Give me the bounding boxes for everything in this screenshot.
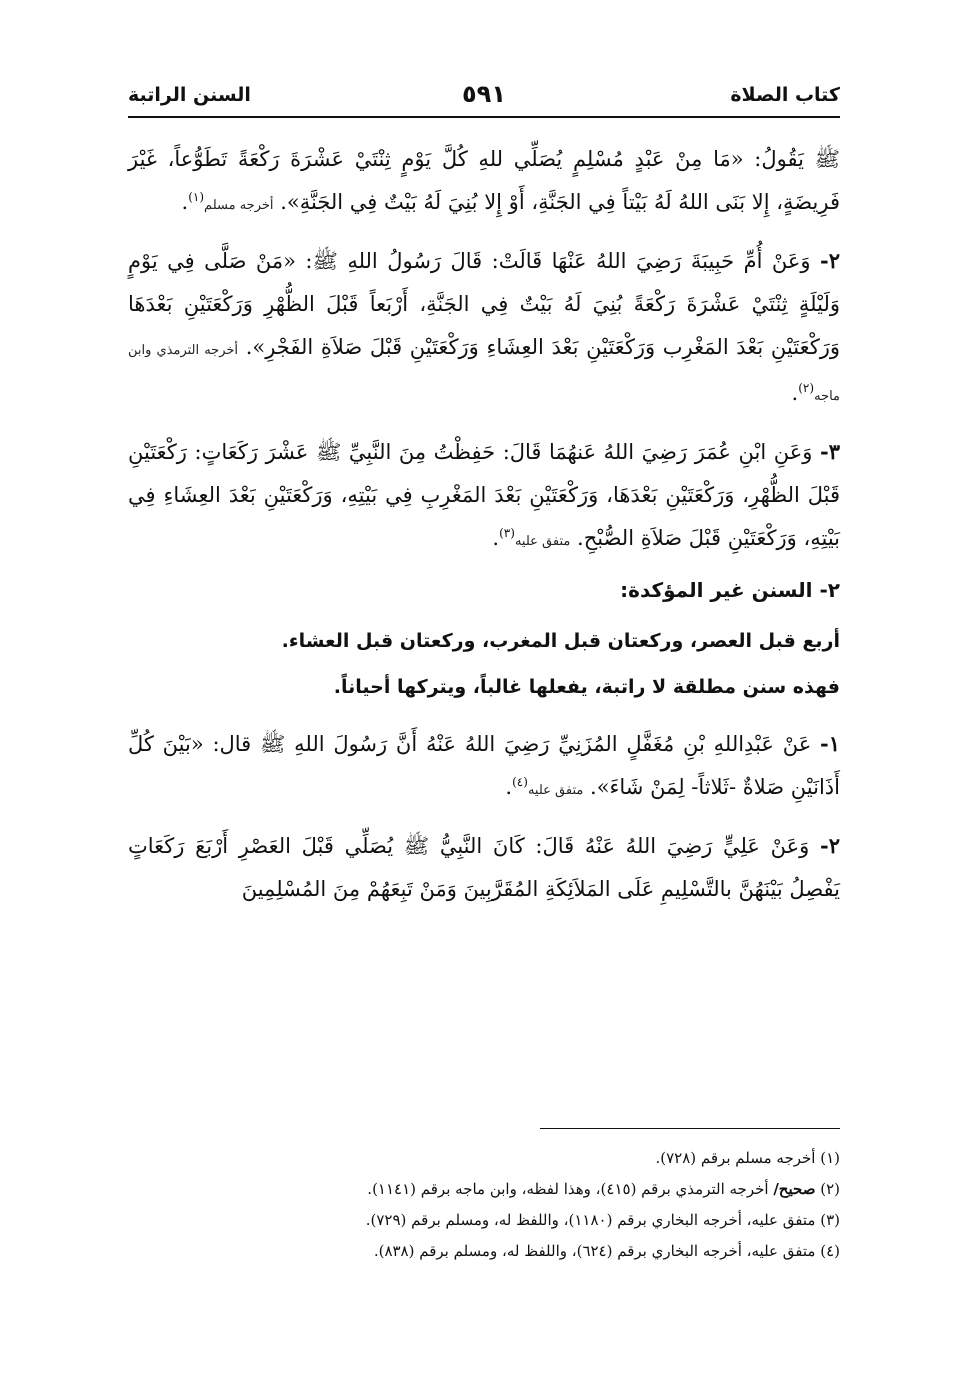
hadith-source: أخرجه مسلم xyxy=(204,198,274,213)
hadith-paragraph-continued xyxy=(128,138,840,227)
hadith-paragraph-5 xyxy=(128,824,840,911)
page-header xyxy=(128,78,840,118)
footnotes xyxy=(128,1128,840,1267)
hadith-paragraph-2 xyxy=(128,239,840,418)
hadith-text: عَنْ عَبْدِاللهِ بْنِ مُغَفَّلٍ المُزَنِيِّ رَضِيَ اللهُ عَنْهُ أَنَّ رَسُولَ اللهِ ﷺ قال: «بَيْنَ كُلِّ أَذَانَيْنِ صَلاةٌ -ثَلاثاً- لِمَنْ شَاءَ». xyxy=(128,732,840,799)
hadith-number: ٢- xyxy=(820,248,840,273)
hadith-number: ٣- xyxy=(819,439,840,464)
footnote-item xyxy=(128,1174,840,1205)
footnote-number: (٢) xyxy=(820,1180,840,1198)
footnote-marker: (٤) xyxy=(512,775,528,789)
footnote-number: (١) xyxy=(820,1149,840,1167)
footnote-item xyxy=(128,1143,840,1174)
page-number: ٥٩١ xyxy=(462,80,506,108)
paragraph-end: . xyxy=(791,381,799,405)
footnote-divider xyxy=(540,1128,840,1129)
footnote-marker: (١) xyxy=(188,190,205,204)
paragraph-end: . xyxy=(181,190,189,214)
footnote-number: (٤) xyxy=(820,1242,840,1260)
footnote-text: متفق عليه، أخرجه البخاري برقم (١١٨٠)، واللفظ له، ومسلم برقم (٧٢٩). xyxy=(365,1211,816,1229)
section-title: السنن الراتبة xyxy=(128,84,251,106)
book-title: كتاب الصلاة xyxy=(730,84,840,106)
hadith-text: وَعَنْ أُمِّ حَبِيبَةَ رَضِيَ اللهُ عَنْهَا قَالَتْ: قَالَ رَسُولُ اللهِ ﷺ: «مَنْ صَلَّى فِي يَوْمٍ وَلَيْلَةٍ ثِنْتَيْ عَشْرَةَ رَكْعَةً بُنِيَ لَهُ بَيْتٌ فِي الجَنَّةِ، أَرْبَعاً قَبْلَ الظُّهْرِ وَرَكْعَتَيْنِ بَعْدَهَا وَرَكْعَتَيْنِ بَعْدَ المَغْرِب وَرَكْعَتَيْنِ بَعْدَ العِشَاءِ وَرَكْعَتَيْنِ قَبْلَ صَلاَةِ الفَجْرِ». xyxy=(128,249,840,359)
hadith-text: وَعَنِ ابْنِ عُمَرَ رَضِيَ اللهُ عَنهُمَا قَالَ: حَفِظْتُ مِنَ النَّبِيِّ ﷺ عَشْرَ رَكَعَاتٍ: رَكْعَتَيْنِ قَبْلَ الظُّهْرِ، وَرَكْعَتَيْنِ بَعْدَهَا، وَرَكْعَتَيْنِ بَعْدَ المَغْرِبِ فِي بَيْتِهِ، وَرَكْعَتَيْنِ بَعْدَ العِشَاءِ فِي بَيْتِهِ، وَرَكْعَتَيْنِ قَبْلَ صَلاَةِ الصُّبْحِ. xyxy=(128,440,840,550)
page-body xyxy=(128,138,840,911)
paragraph-end: . xyxy=(492,526,500,550)
footnote-marker: (٣) xyxy=(499,526,515,540)
body-line: أربع قبل العصر، وركعتان قبل المغرب، وركعتان قبل العشاء. xyxy=(281,630,840,652)
hadith-paragraph-3 xyxy=(128,430,840,563)
footnote-number: (٣) xyxy=(820,1211,840,1229)
hadith-text: ﷺ يَقُولُ: «مَا مِنْ عَبْدٍ مُسْلِمٍ يُصَلِّي للهِ كُلَّ يَوْمٍ ثِنْتَيْ عَشْرَةَ رَكْعَةً تَطَوُّعاً، غَيْرَ فَرِيضَةٍ، إِلا بَنَى اللهُ لَهُ بَيْتاً فِي الجَنَّةِ، أَوْ إِلا بُنِيَ لَهُ بَيْتٌ فِي الجَنَّةِ». xyxy=(128,147,840,214)
paragraph-end: . xyxy=(505,775,513,799)
footnote-text: أخرجه مسلم برقم (٧٢٨). xyxy=(655,1149,816,1167)
hadith-source: متفق عليه xyxy=(527,783,584,798)
header-divider xyxy=(128,116,840,118)
body-line: فهذه سنن مطلقة لا راتبة، يفعلها غالباً، ويتركها أحياناً. xyxy=(333,676,840,698)
footnote-item xyxy=(128,1236,840,1267)
hadith-paragraph-4 xyxy=(128,722,840,812)
footnote-grade: صحيح/ xyxy=(773,1180,816,1198)
footnote-marker: (٢) xyxy=(798,381,815,395)
hadith-text: وَعَنْ عَلِيٍّ رَضِيَ اللهُ عَنْهُ قَالَ: كَانَ النَّبِيُّ ﷺ يُصَلِّي قَبْلَ العَصْرِ أَرْبَعَ رَكَعَاتٍ يَفْصِلُ بَيْنَهُنَّ بالتَّسْلِيمِ عَلَى المَلاَئِكَةِ المُقَرَّبِينَ وَمَنْ تَبِعَهُمْ مِنَ المُسْلِمِينَ xyxy=(128,834,840,901)
footnote-text: متفق عليه، أخرجه البخاري برقم (٦٢٤)، واللفظ له، ومسلم برقم (٨٣٨). xyxy=(373,1242,816,1260)
section-heading: ٢- السنن غير المؤكدة: xyxy=(620,578,840,602)
hadith-source: أخرجه الترمذي وابن ماجه xyxy=(128,343,840,404)
footnote-item xyxy=(128,1205,840,1236)
hadith-source: متفق عليه xyxy=(514,534,571,549)
footnote-text: أخرجه الترمذي برقم (٤١٥)، وهذا لفظه، وابن ماجه برقم (١١٤١). xyxy=(367,1180,769,1198)
hadith-number: ٢- xyxy=(819,833,840,858)
hadith-number: ١- xyxy=(820,731,840,756)
